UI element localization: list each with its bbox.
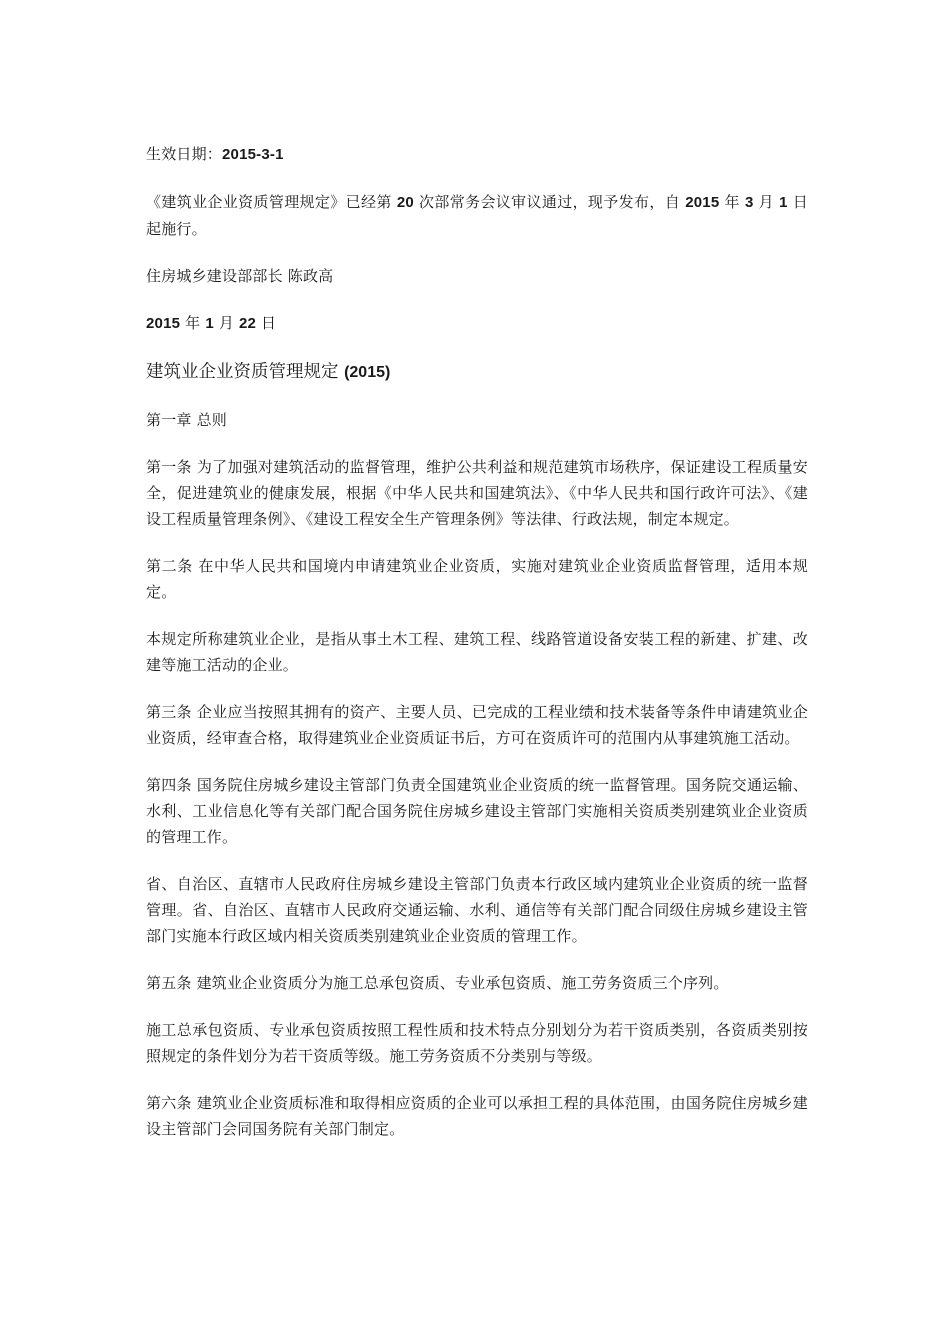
announcement-text: 月 bbox=[753, 193, 780, 211]
announcement-text: 次部常务会议审议通过，现予发布，自 bbox=[413, 193, 686, 211]
document-page bbox=[146, 141, 808, 1163]
sign-date-text: 日 bbox=[256, 314, 277, 332]
article-paragraph: 本规定所称建筑业企业，是指从事土木工程、建筑工程、线路管道设备安装工程的新建、扩建、改建等施工活动的企业。 bbox=[146, 630, 808, 674]
article-paragraph: 第六条 建筑业企业资质标准和取得相应资质的企业可以承担工程的具体范围，由国务院住房城乡建设主管部门会同国务院有关部门制定。 bbox=[146, 1094, 808, 1138]
article-paragraph: 第五条 建筑业企业资质分为施工总承包资质、专业承包资质、施工劳务资质三个序列。 bbox=[146, 974, 729, 992]
article-paragraph: 第一条 为了加强对建筑活动的监督管理，维护公共利益和规范建筑市场秩序，保证建设工程质量安全，促进建筑业的健康发展，根据《中华人民共和国建筑法》、《中华人民共和国行政许可法》、《建设工程质量管理条例》、《建设工程安全生产管理条例》等法律、行政法规，制定本规定。 bbox=[146, 458, 808, 528]
sign-date-text: 年 bbox=[180, 314, 206, 332]
effective-month: 3 bbox=[744, 194, 754, 211]
chapter-heading: 第一章 总则 bbox=[146, 411, 227, 429]
meeting-number: 20 bbox=[396, 194, 414, 211]
effective-year: 2015 bbox=[685, 194, 720, 211]
article-paragraph: 第四条 国务院住房城乡建设主管部门负责全国建筑业企业资质的统一监督管理。国务院交通运输、水利、工业信息化等有关部门配合国务院住房城乡建设主管部门实施相关资质类别建筑业企业资质的管理工作。 bbox=[146, 776, 808, 846]
document-title-text: 建筑业企业资质管理规定 bbox=[146, 362, 345, 382]
announcement-text: 《建筑业企业资质管理规定》已经第 bbox=[146, 193, 397, 211]
signature-line: 住房城乡建设部部长 陈政高 bbox=[146, 267, 334, 285]
sign-month: 1 bbox=[205, 315, 214, 332]
article-paragraph: 第二条 在中华人民共和国境内申请建筑业企业资质，实施对建筑业企业资质监督管理，适用本规定。 bbox=[146, 557, 808, 601]
document-title-year: (2015) bbox=[344, 364, 391, 381]
announcement-text: 年 bbox=[719, 193, 745, 211]
announcement-text: 日起施行。 bbox=[146, 193, 809, 238]
sign-day: 22 bbox=[239, 315, 257, 332]
article-paragraph: 省、自治区、直辖市人民政府住房城乡建设主管部门负责本行政区域内建筑业企业资质的统一监督管理。省、自治区、直辖市人民政府交通运输、水利、通信等有关部门配合同级住房城乡建设主管部门实施本行政区域内相关资质类别建筑业企业资质的管理工作。 bbox=[146, 875, 808, 945]
sign-year: 2015 bbox=[146, 315, 181, 332]
sign-date-line bbox=[146, 310, 808, 337]
article-paragraph: 施工总承包资质、专业承包资质按照工程性质和技术特点分别划分为若干资质类别，各资质类别按照规定的条件划分为若干资质等级。施工劳务资质不分类别与等级。 bbox=[146, 1021, 808, 1065]
effective-date-value: 2015-3-1 bbox=[222, 146, 284, 163]
announcement-paragraph bbox=[146, 189, 808, 242]
document-title bbox=[146, 358, 808, 387]
effective-date-label: 生效日期： bbox=[146, 145, 223, 163]
effective-date-line bbox=[146, 141, 808, 168]
sign-date-text: 月 bbox=[213, 314, 239, 332]
article-paragraph: 第三条 企业应当按照其拥有的资产、主要人员、已完成的工程业绩和技术装备等条件申请建筑业企业资质，经审查合格，取得建筑业企业资质证书后，方可在资质许可的范围内从事建筑施工活动。 bbox=[146, 703, 808, 747]
effective-day: 1 bbox=[779, 194, 788, 211]
